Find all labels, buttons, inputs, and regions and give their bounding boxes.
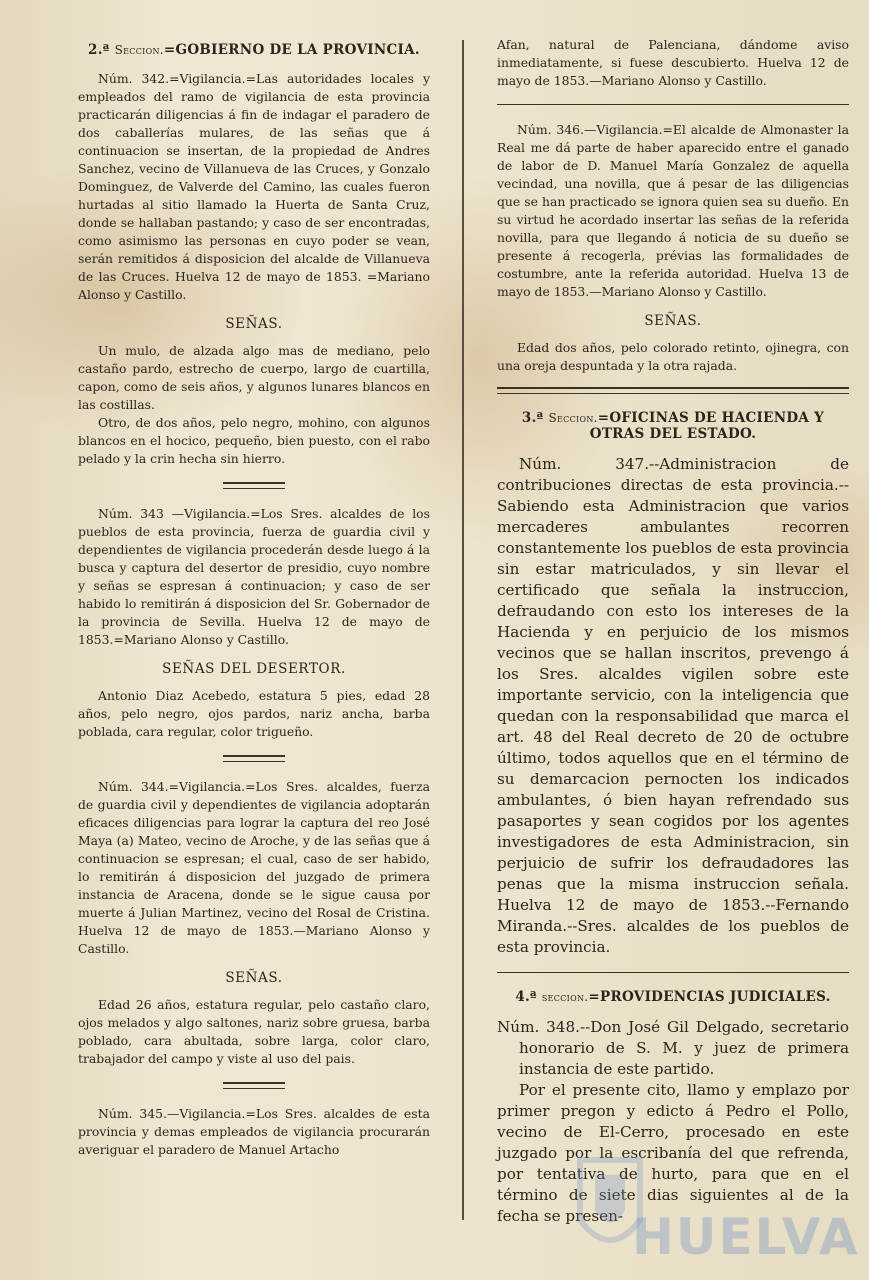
divider-rule xyxy=(497,104,849,107)
senas-342-mule-1: Un mulo, de alzada algo mas de mediano, pelo castaño pardo, estrecho de cuerpo, largo de cuartilla, capon, como de seis años, y algunos lunares blancos en las costillas. xyxy=(78,343,430,412)
section-4-label: seccion. xyxy=(541,990,589,1004)
section-2-title: =GOBIERNO DE LA PROVINCIA. xyxy=(163,42,420,58)
senas-heading-342: SEÑAS. xyxy=(225,316,283,332)
notice-346: Núm. 346.—Vigilancia.=El alcalde de Almonaster la Real me dá parte de haber aparecido entre el ganado de labor de D. Manuel María Gonzalez de aquella vecindad, una novilla, que á pesar de las diligencias que se han practicado se ignora quien sea su dueño. En su virtud he acordado insertar las señas de la referida novilla, para que llegando á noticia de su dueño se presente á recogerla, prévias las formalidades de costumbre, ante la referida autoridad. Huelva 13 de mayo de 1853.—Mariano Alonso y Castillo. xyxy=(497,122,849,299)
section-divider xyxy=(497,387,849,394)
senas-heading-343: SEÑAS DEL DESERTOR. xyxy=(162,661,346,677)
section-2-label: Seccion. xyxy=(114,43,164,57)
section-3-title: =OFICINAS DE HACIENDA Y OTRAS DEL ESTADO. xyxy=(589,410,825,442)
notice-348-block xyxy=(497,1017,849,1080)
notice-342: Núm. 342.=Vigilancia.=Las autoridades locales y empleados del ramo de vigilancia de esta provincia practicarán diligencias á fin de indagar el paradero de dos caballerías mulares, de las señas que á continuacion se insertan, de la propiedad de Andres Sanchez, vecino de Villanueva de las Cruces, y Gonzalo Dominguez, de Valverde del Camino, las cuales fueron hurtadas al sitio llamado la Huerta de Santa Cruz, donde se hallaban pastando; y caso de ser encontradas, como asimismo las personas en cuyo poder se vean, serán remitidos á disposicion del alcalde de Villanueva de las Cruces. Huelva 12 de mayo de 1853. =Mariano Alonso y Castillo. xyxy=(78,71,430,302)
divider-rule xyxy=(223,755,285,762)
senas-343-deserter: Antonio Diaz Acebedo, estatura 5 pies, edad 28 años, pelo negro, ojos pardos, nariz ancha, barba poblada, cara regular, color trigueño. xyxy=(78,688,430,739)
column-divider xyxy=(462,40,464,1220)
notice-343: Núm. 343 —Vigilancia.=Los Sres. alcaldes de los pueblos de esta provincia, fuerza de guardia civil y dependientes de vigilancia procederán desde luego á la busca y captura del desertor de presidio, cuyo nombre y señas se espresan á continuacion; y caso de ser habido lo remitirán á disposicion del Sr. Gobernador de la provincia de Sevilla. Huelva 12 de mayo de 1853.=Mariano Alonso y Castillo. xyxy=(78,506,430,647)
section-3-number: 3.ª xyxy=(521,410,544,426)
senas-342-mule-2: Otro, de dos años, pelo negro, mohino, con algunos blancos en el hocico, pequeño, bien puesto, con el rabo pelado y la crin hecha sin hierro. xyxy=(78,415,430,466)
notice-347-block xyxy=(497,454,849,958)
notice-348-heading: Núm. 348.--Don José Gil Delgado, secretario honorario de S. M. y juez de primera instancia de este partido. xyxy=(497,1018,849,1078)
right-column xyxy=(497,36,849,1227)
divider-rule xyxy=(223,482,285,489)
section-4-number: 4.ª xyxy=(515,989,537,1005)
divider-rule xyxy=(497,972,849,975)
senas-heading-346: SEÑAS. xyxy=(644,313,702,329)
section-2-heading xyxy=(78,42,430,58)
section-4-title: =PROVIDENCIAS JUDICIALES. xyxy=(588,989,831,1005)
senas-heading-344: SEÑAS. xyxy=(225,970,283,986)
notice-344: Núm. 344.=Vigilancia.=Los Sres. alcaldes, fuerza de guardia civil y dependientes de vigilancia adoptarán eficaces diligencias para lograr la captura del reo José Maya (a) Mateo, vecino de Aroche, y de las señas que á continuacion se espresan; el cual, caso de ser habido, lo remitirán á disposicion del juzgado de primera instancia de Aracena, donde se le sigue causa por muerte á Julian Martinez, vecino del Rosal de Cristina. Huelva 12 de mayo de 1853.—Mariano Alonso y Castillo. xyxy=(78,779,430,956)
senas-344: Edad 26 años, estatura regular, pelo castaño claro, ojos melados y algo saltones, nariz sobre gruesa, barba poblado, cara abultada, sobre larga, color claro, trabajador del campo y viste al uso del pais. xyxy=(78,997,430,1066)
left-column xyxy=(78,36,430,1159)
divider-rule xyxy=(223,1082,285,1089)
section-4-heading xyxy=(497,989,849,1005)
notice-348-body: Por el presente cito, llamo y emplazo por primer pregon y edicto á Pedro el Pollo, vecino de El-Cerro, procesado en este juzgado por la escribanía del que refrenda, por tentativa de hurto, para que en el término de siete dias siguientes al de la fecha se presen- xyxy=(497,1081,849,1225)
section-3-heading xyxy=(497,410,849,442)
senas-346: Edad dos años, pelo colorado retinto, ojinegra, con una oreja despuntada y la otra rajada. xyxy=(497,340,849,373)
notice-345-continued: Afan, natural de Palenciana, dándome aviso inmediatamente, si fuese descubierto. Huelva 12 de mayo de 1853.—Mariano Alonso y Castillo. xyxy=(497,37,849,88)
notice-347: Núm. 347.--Administracion de contribuciones directas de esta provincia.--Sabiendo esta Administracion que varios mercaderes ambulantes recorren constantemente los pueblos de esta provincia sin estar matriculados, y sin llevar el certificado que señala la instruccion, defraudando con esto los intereses de la Hacienda y en perjuicio de los mismos vecinos que se hallan inscritos, prevengo á los Sres. alcaldes vigilen sobre este importante servicio, con la inteligencia que quedan con la responsabilidad que marca el art. 48 del Real decreto de 20 de octubre último, todos aquellos que en el término de su demarcacion pernocten los indicados ambulantes, ó bien hayan refrendado sus pasaportes y sean cogidos por los agentes investigadores de esta Administracion, sin perjuicio de sufrir los defraudadores las penas que la misma instruccion señala. Huelva 12 de mayo de 1853.--Fernando Miranda.--Sres. alcaldes de los pueblos de esta provincia. xyxy=(497,455,849,956)
watermark-text: HUELVA xyxy=(632,1208,860,1266)
section-3-label: Seccion. xyxy=(548,411,598,425)
section-2-number: 2.ª xyxy=(88,42,110,58)
notice-345: Núm. 345.—Vigilancia.=Los Sres. alcaldes de esta provincia y demas empleados de vigilancia procurarán averiguar el paradero de Manuel Artacho xyxy=(78,1106,430,1157)
